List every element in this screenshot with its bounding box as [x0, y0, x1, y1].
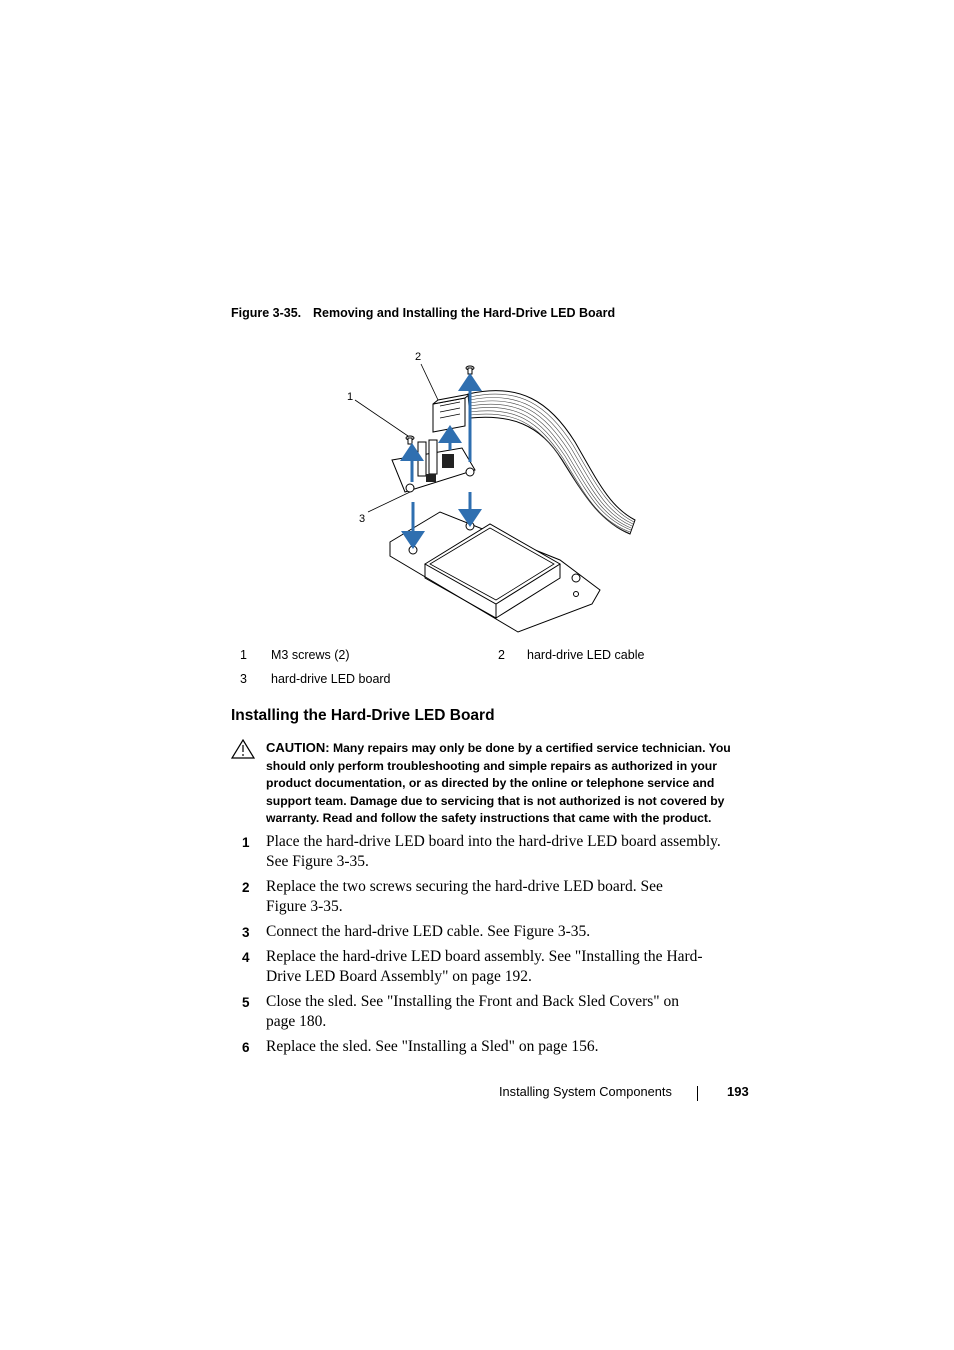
- step-number: 3: [242, 925, 250, 940]
- step-text: Replace the two screws securing the hard-drive LED board. See Figure 3-35.: [266, 878, 663, 915]
- step-item: [242, 922, 742, 942]
- caution-text: Many repairs may only be done by a certified service technician. You should only perform troubleshooting and simple repairs as authorized in your product documentation, or as directed by the online or telephone service and support team. Damage due to servicing that is not authorized is not covered by warranty. Read and follow the safety instructions that came with the product.: [266, 741, 731, 826]
- page-number: 193: [727, 1084, 749, 1099]
- step-item: [242, 947, 742, 987]
- installation-steps: [242, 832, 742, 1062]
- figure-legend: [240, 648, 760, 696]
- screw-right: [466, 366, 474, 374]
- legend-number: 1: [240, 648, 247, 662]
- hard-drive-assembly: [390, 512, 600, 632]
- step-number: 2: [242, 880, 250, 895]
- caution-triangle-icon: [231, 739, 255, 759]
- callout-3: 3: [359, 513, 366, 525]
- legend-number: 2: [498, 648, 505, 662]
- figure-number: Figure 3-35.: [231, 306, 302, 320]
- step-number: 4: [242, 950, 250, 965]
- section-heading: Installing the Hard-Drive LED Board: [231, 707, 495, 724]
- legend-row: [240, 672, 760, 696]
- step-text: Connect the hard-drive LED cable. See Figure 3-35.: [266, 923, 591, 940]
- step-item: [242, 832, 742, 872]
- figure-title: Removing and Installing the Hard-Drive LED Board: [313, 306, 616, 320]
- footer-chapter-title: Installing System Components: [499, 1084, 672, 1099]
- step-item: [242, 877, 742, 917]
- step-number: 1: [242, 835, 250, 850]
- callout-2: 2: [415, 351, 422, 363]
- led-board: [392, 440, 475, 492]
- footer-divider: [697, 1086, 698, 1101]
- legend-number: 3: [240, 672, 247, 686]
- step-text: Replace the sled. See "Installing a Sled" on page 156.: [266, 1038, 599, 1055]
- step-text: Place the hard-drive LED board into the hard-drive LED board assembly. See Figure 3-35.: [266, 833, 721, 870]
- step-number: 5: [242, 995, 250, 1010]
- step-text: Close the sled. See "Installing the Front and Back Sled Covers" on page 180.: [266, 993, 680, 1030]
- caution-notice: [266, 739, 752, 828]
- caution-label: CAUTION:: [266, 740, 330, 755]
- legend-text: M3 screws (2): [271, 648, 350, 662]
- step-item: [242, 1037, 742, 1057]
- cable-connector: [433, 394, 470, 432]
- figure-caption: [231, 306, 615, 320]
- screw-left: [406, 436, 414, 444]
- callout-1: 1: [347, 391, 354, 403]
- step-number: 6: [242, 1040, 250, 1055]
- legend-text: hard-drive LED cable: [527, 648, 645, 662]
- legend-row: [240, 648, 760, 672]
- legend-text: hard-drive LED board: [271, 672, 391, 686]
- hard-drive-led-board-illustration: [330, 342, 650, 637]
- step-item: [242, 992, 742, 1032]
- ribbon-cable: [468, 391, 635, 534]
- step-text: Replace the hard-drive LED board assembly. See "Installing the Hard-Drive LED Board Assembly" on page 192.: [266, 948, 703, 985]
